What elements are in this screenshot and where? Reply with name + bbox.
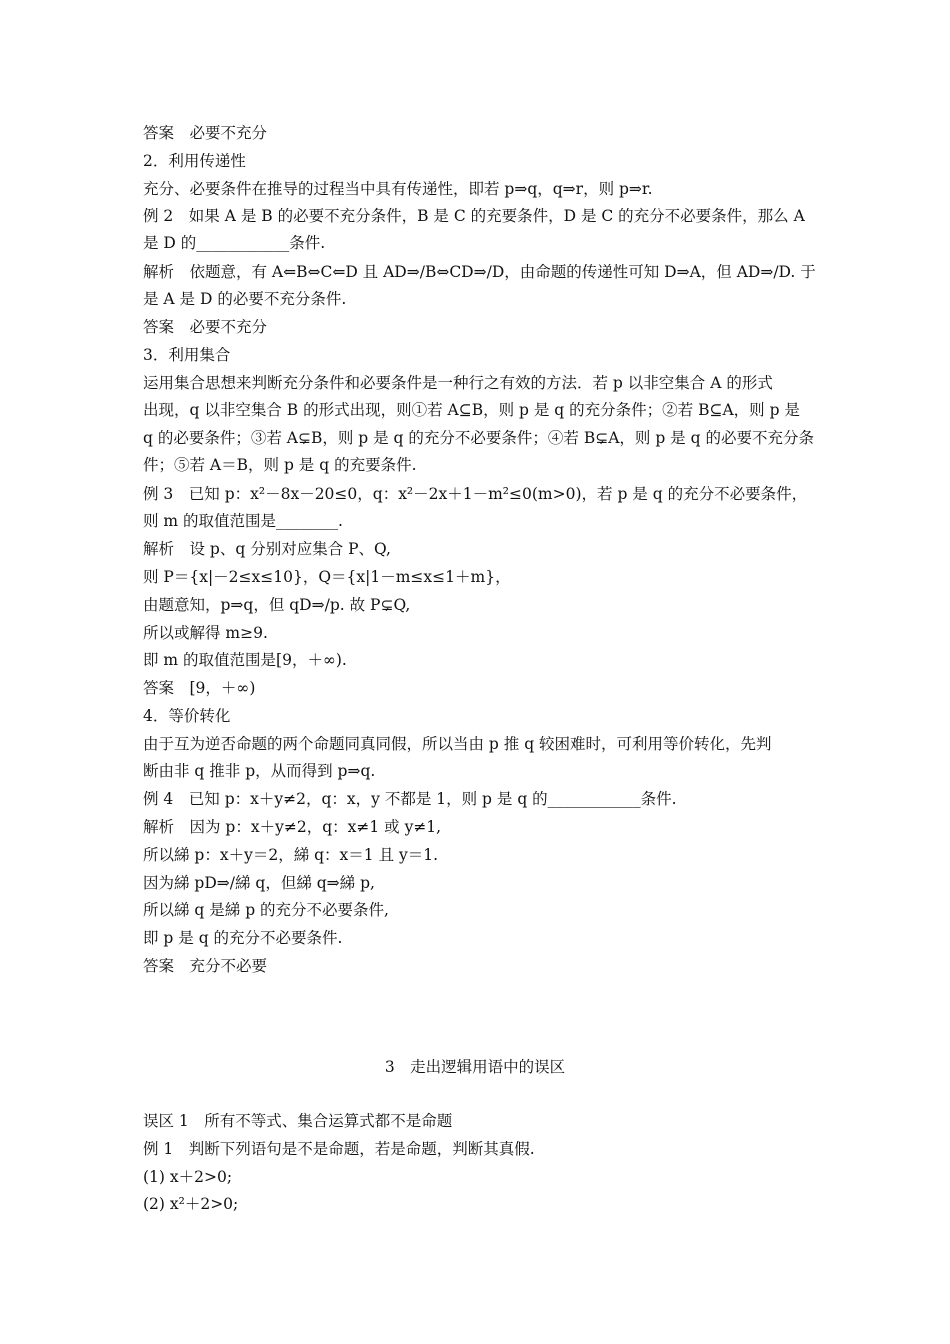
answer-line: 答案 必要不充分 <box>143 124 268 142</box>
misconception-heading: 误区 1 所有不等式、集合运算式都不是命题 <box>143 1112 453 1130</box>
subheading-equivalence: 4．等价转化 <box>143 707 231 725</box>
example-1-line: 例 1 判断下列语句是不是命题，若是命题，判断其真假. <box>143 1140 535 1158</box>
analysis-line: 所以綈 q 是綈 p 的充分不必要条件, <box>143 901 389 919</box>
section-heading: 3 走出逻辑用语中的误区 <box>384 1058 566 1076</box>
paragraph-line: 充分、必要条件在推导的过程当中具有传递性，即若 p⇒q，q⇒r，则 p⇒r. <box>143 180 653 198</box>
example-2-line: 例 2 如果 A 是 B 的必要不充分条件，B 是 C 的充要条件，D 是 C 的充分不必要条件，那么 A <box>143 207 805 225</box>
answer-line: 答案 必要不充分 <box>143 318 268 336</box>
paragraph-line: 断由非 q 推非 p，从而得到 p⇒q. <box>143 762 376 780</box>
answer-line: 答案 充分不必要 <box>143 957 268 975</box>
subheading-transitivity: 2．利用传递性 <box>143 152 246 170</box>
analysis-line: 所以綈 p：x＋y＝2，綈 q：x＝1 且 y＝1. <box>143 846 439 864</box>
analysis-line: 则 P＝{x|－2≤x≤10}，Q＝{x|1－m≤x≤1＋m}， <box>143 568 511 586</box>
paragraph-line: 出现，q 以非空集合 B 的形式出现，则①若 A⊆B，则 p 是 q 的充分条件；②若 B⊆A，则 p 是 <box>143 401 800 419</box>
answer-line: 答案 [9，＋∞) <box>143 679 256 697</box>
paragraph-line: 运用集合思想来判断充分条件和必要条件是一种行之有效的方法．若 p 以非空集合 A 的形式 <box>143 374 773 392</box>
paragraph-line: q 的必要条件；③若 A⊊B，则 p 是 q 的充分不必要条件；④若 B⊊A，则 p 是 q 的必要不充分条 <box>143 429 814 447</box>
example-4-line: 例 4 已知 p：x＋y≠2，q：x，y 不都是 1，则 p 是 q 的____________条件. <box>143 790 677 808</box>
analysis-line: 即 p 是 q 的充分不必要条件. <box>143 929 343 947</box>
list-item: (2) x²＋2>0; <box>143 1195 239 1213</box>
paragraph-line: 件；⑤若 A＝B，则 p 是 q 的充要条件. <box>143 456 417 474</box>
example-3-line: 例 3 已知 p：x²－8x－20≤0，q：x²－2x＋1－m²≤0(m>0)，若 p 是 q 的充分不必要条件， <box>143 485 808 503</box>
analysis-line: 解析 依题意，有 A⇐B⇔C⇐D 且 AD⇒/B⇔CD⇒/D，由命题的传递性可知 D⇒A，但 AD⇒/D. 于 <box>143 263 816 281</box>
analysis-line: 因为綈 pD⇒/綈 q，但綈 q⇒綈 p, <box>143 874 375 892</box>
analysis-line: 由题意知，p⇒q，但 qD⇒/p. 故 P⊊Q, <box>143 596 411 614</box>
analysis-line: 解析 因为 p：x＋y≠2，q：x≠1 或 y≠1, <box>143 818 442 836</box>
analysis-line: 即 m 的取值范围是[9，＋∞). <box>143 651 347 669</box>
paragraph-line: 由于互为逆否命题的两个命题同真同假，所以当由 p 推 q 较困难时，可利用等价转化，先判 <box>143 735 772 753</box>
example-3-line: 则 m 的取值范围是________. <box>143 512 343 530</box>
example-2-line: 是 D 的____________条件. <box>143 234 326 252</box>
list-item: (1) x＋2>0; <box>143 1168 233 1186</box>
subheading-sets: 3．利用集合 <box>143 346 231 364</box>
analysis-line: 所以或解得 m≥9. <box>143 624 268 642</box>
analysis-line: 是 A 是 D 的必要不充分条件. <box>143 290 347 308</box>
analysis-line: 解析 设 p、q 分别对应集合 P、Q, <box>143 540 391 558</box>
